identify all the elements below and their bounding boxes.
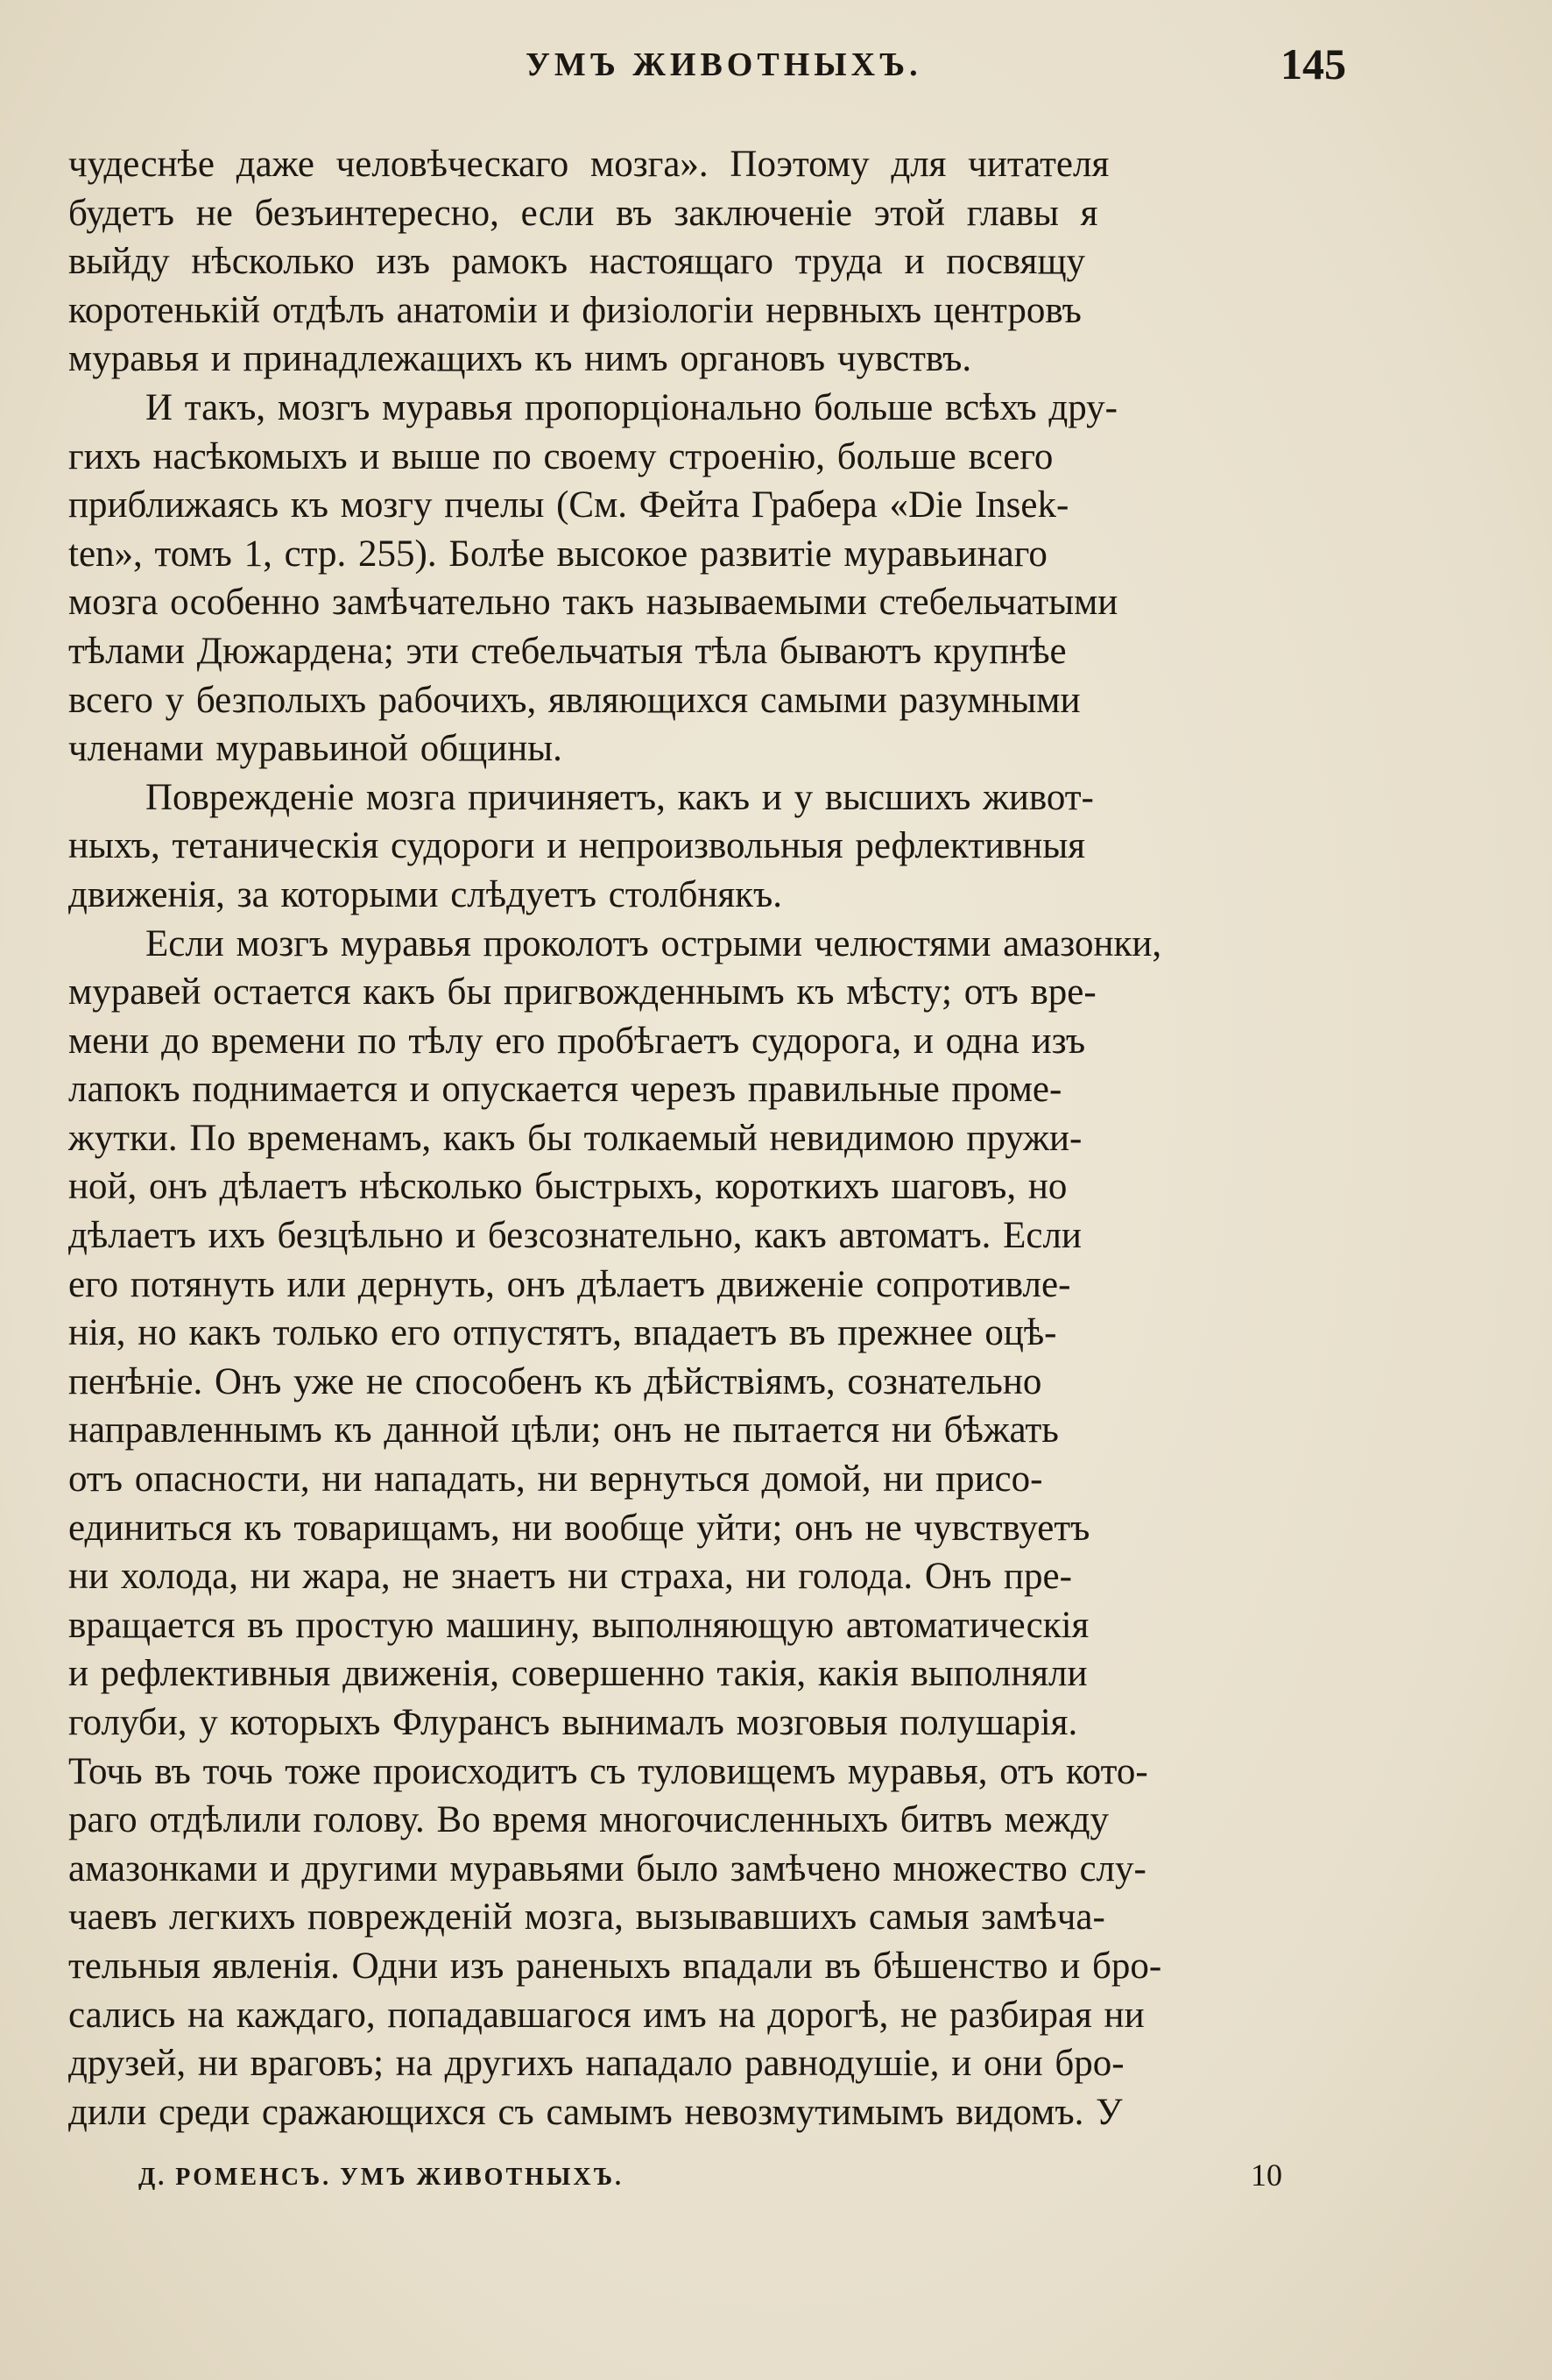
text-line: лапокъ поднимается и опускается черезъ правильные проме- bbox=[68, 1069, 1062, 1111]
text-line: нія, но какъ только его отпустятъ, впадаетъ въ прежнее оцѣ- bbox=[68, 1312, 1057, 1354]
text-line: тельныя явленія. Одни изъ раненыхъ впадали въ бѣшенство и бро- bbox=[68, 1945, 1162, 1987]
text-line: направленнымъ къ данной цѣли; онъ не пытается ни бѣжать bbox=[68, 1409, 1059, 1451]
text-line: муравей остается какъ бы пригвожденнымъ къ мѣсту; отъ вре- bbox=[68, 971, 1097, 1013]
text-line: чудеснѣе даже человѣческаго мозга». Поэтому для читателя bbox=[68, 144, 1110, 185]
text-line: коротенькій отдѣлъ анатоміи и физіологіи нервныхъ центровъ bbox=[68, 289, 1082, 331]
text-line: приближаясь къ мозгу пчелы (См. Фейта Грабера «Die Insek- bbox=[68, 484, 1069, 526]
body-text bbox=[68, 140, 1372, 2136]
text-line: мозга особенно замѣчательно такъ называемыми стебельчатыми bbox=[68, 582, 1118, 624]
text-line: раго отдѣлили голову. Во время многочисленныхъ битвъ между bbox=[68, 1799, 1110, 1841]
text-line: ной, онъ дѣлаетъ нѣсколько быстрыхъ, короткихъ шаговъ, но bbox=[68, 1166, 1068, 1208]
text-line: голуби, у которыхъ Флурансъ вынималъ мозговыя полушарія. bbox=[68, 1702, 1078, 1743]
text-line: вращается въ простую машину, выполняющую автоматическія bbox=[68, 1604, 1090, 1646]
running-head: УМЪ ЖИВОТНЫХЪ. bbox=[526, 46, 922, 83]
page-number: 145 bbox=[1280, 39, 1346, 88]
text-line: мени до времени по тѣлу его пробѣгаетъ судорога, и одна изъ bbox=[68, 1020, 1086, 1062]
text-line: ten», томъ 1, стр. 255). Болѣе высокое развитіе муравьинаго bbox=[68, 533, 1048, 575]
text-line: будетъ не безъинтересно, если въ заключеніе этой главы я bbox=[68, 192, 1098, 234]
text-line: и рефлективныя движенія, совершенно такія, какія выполняли bbox=[68, 1653, 1088, 1695]
signature-mark: 10 bbox=[1251, 2158, 1282, 2193]
text-line: Точь въ точь тоже происходитъ съ туловищемъ муравья, отъ кото- bbox=[68, 1750, 1148, 1792]
paragraph-start-line: Поврежденіе мозга причиняетъ, какъ и у высшихъ живот- bbox=[145, 776, 1094, 818]
text-line: единиться къ товарищамъ, ни вообще уйти; онъ не чувствуетъ bbox=[68, 1507, 1090, 1549]
text-line: выйду нѣсколько изъ рамокъ настоящаго труда и посвящу bbox=[68, 241, 1086, 283]
text-line: жутки. По временамъ, какъ бы толкаемый невидимою пружи- bbox=[68, 1117, 1083, 1159]
text-line: членами муравьиной общины. bbox=[68, 728, 562, 770]
text-line: сались на каждаго, попадавшагося имъ на дорогѣ, не разбирая ни bbox=[68, 1994, 1145, 2036]
text-line: пенѣніе. Онъ уже не способенъ къ дѣйствіямъ, сознательно bbox=[68, 1360, 1042, 1402]
text-line: ни холода, ни жара, не знаетъ ни страха, ни голода. Онъ пре- bbox=[68, 1556, 1072, 1598]
footer-signature-line: Д. РОМЕНСЪ. УМЪ ЖИВОТНЫХЪ. bbox=[138, 2164, 624, 2191]
text-line: отъ опасности, ни нападать, ни вернуться домой, ни присо- bbox=[68, 1458, 1043, 1501]
text-line: чаевъ легкихъ поврежденій мозга, вызывавшихъ самыя замѣча- bbox=[68, 1896, 1105, 1939]
text-line: гихъ насѣкомыхъ и выше по своему строенію, больше всего bbox=[68, 435, 1054, 477]
text-line: движенія, за которыми слѣдуетъ столбнякъ. bbox=[68, 873, 783, 915]
paragraph-start-line: И такъ, мозгъ муравья пропорціонально больше всѣхъ дру- bbox=[145, 386, 1118, 428]
text-line: всего у безполыхъ рабочихъ, являющихся самыми разумными bbox=[68, 679, 1081, 721]
text-line: друзей, ни враговъ; на другихъ нападало равнодушіе, и они бро- bbox=[68, 2043, 1125, 2085]
text-line: дили среди сражающихся съ самымъ невозмутимымъ видомъ. У bbox=[68, 2091, 1123, 2133]
text-line: его потянуть или дернуть, онъ дѣлаетъ движеніе сопротивле- bbox=[68, 1263, 1071, 1305]
text-line: дѣлаетъ ихъ безцѣльно и безсознательно, какъ автоматъ. Если bbox=[68, 1215, 1082, 1257]
text-line: муравья и принадлежащихъ къ нимъ органовъ чувствъ. bbox=[68, 338, 972, 380]
paragraph-start-line: Если мозгъ муравья проколотъ острыми челюстями амазонки, bbox=[145, 922, 1162, 964]
text-line: тѣлами Дюжардена; эти стебельчатыя тѣла бываютъ крупнѣе bbox=[68, 630, 1067, 672]
text-line: амазонками и другими муравьями было замѣчено множество слу- bbox=[68, 1847, 1146, 1889]
text-line: ныхъ, тетаническія судороги и непроизвольныя рефлективныя bbox=[68, 825, 1085, 867]
